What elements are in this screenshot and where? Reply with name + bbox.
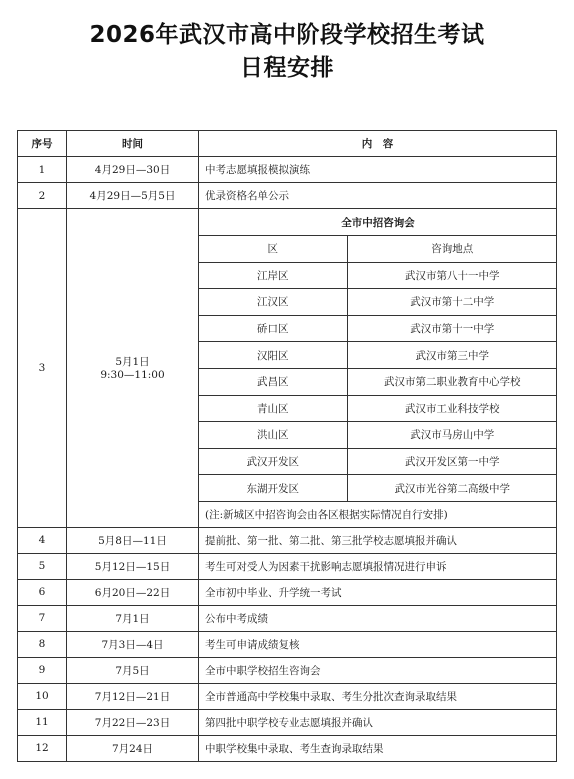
row-content: 优录资格名单公示 xyxy=(199,183,557,209)
row-content: 公布中考成绩 xyxy=(199,605,557,631)
venue-location: 武汉市光谷第二高级中学 xyxy=(347,475,557,502)
venue-row xyxy=(199,475,557,502)
table-row xyxy=(18,527,557,553)
row-time: 4月29日—5月5日 xyxy=(67,183,199,209)
row-time xyxy=(67,209,199,528)
header-time: 时间 xyxy=(67,131,199,157)
row-time: 7月5日 xyxy=(67,657,199,683)
venue-district: 硚口区 xyxy=(199,315,347,342)
consultation-note: (注:新城区中招咨询会由各区根据实际情况自行安排) xyxy=(199,501,557,527)
district-header: 区 xyxy=(199,236,347,263)
venue-district: 武汉开发区 xyxy=(199,448,347,475)
venue-row xyxy=(199,342,557,369)
row-index: 7 xyxy=(18,605,67,631)
schedule-body xyxy=(18,157,557,762)
row-content: 考生可对受人为因素干扰影响志愿填报情况进行申诉 xyxy=(199,553,557,579)
row-index: 12 xyxy=(18,735,67,761)
meeting-title: 全市中招咨询会 xyxy=(199,209,557,236)
row-content: 提前批、第一批、第二批、第三批学校志愿填报并确认 xyxy=(199,527,557,553)
row-content: 全市初中毕业、升学统一考试 xyxy=(199,579,557,605)
table-row xyxy=(18,579,557,605)
venue-row xyxy=(199,448,557,475)
venue-body xyxy=(199,209,557,527)
row-index: 9 xyxy=(18,657,67,683)
row-time: 5月12日—15日 xyxy=(67,553,199,579)
venue-district: 江岸区 xyxy=(199,262,347,289)
row-time: 7月24日 xyxy=(67,735,199,761)
table-row-consultation xyxy=(18,209,557,528)
row-time: 6月20日—22日 xyxy=(67,579,199,605)
row-index: 3 xyxy=(18,209,67,528)
meeting-title-row xyxy=(199,209,557,236)
venue-row xyxy=(199,315,557,342)
venue-row xyxy=(199,395,557,422)
venue-district: 汉阳区 xyxy=(199,342,347,369)
venue-row xyxy=(199,368,557,395)
venue-district: 江汉区 xyxy=(199,289,347,316)
table-header-row xyxy=(18,131,557,157)
note-row xyxy=(199,501,557,527)
venue-location: 武汉市工业科技学校 xyxy=(347,395,557,422)
venue-district: 洪山区 xyxy=(199,422,347,449)
table-row xyxy=(18,735,557,761)
venue-location: 武汉市第八十一中学 xyxy=(347,262,557,289)
venue-district: 武昌区 xyxy=(199,368,347,395)
page-title: 2026年武汉市高中阶段学校招生考试 xyxy=(89,22,485,48)
row-index: 4 xyxy=(18,527,67,553)
header-index: 序号 xyxy=(18,131,67,157)
venue-row xyxy=(199,422,557,449)
venue-row xyxy=(199,262,557,289)
venue-location: 武汉开发区第一中学 xyxy=(347,448,557,475)
consultation-hours: 9:30—11:00 xyxy=(100,369,165,382)
venue-location: 武汉市第三中学 xyxy=(347,342,557,369)
row-time: 7月22日—23日 xyxy=(67,709,199,735)
table-row xyxy=(18,683,557,709)
table-row xyxy=(18,631,557,657)
table-row xyxy=(18,709,557,735)
row-content: 中考志愿填报模拟演练 xyxy=(199,157,557,183)
row-content: 第四批中职学校专业志愿填报并确认 xyxy=(199,709,557,735)
venue-district: 青山区 xyxy=(199,395,347,422)
venue-district: 东湖开发区 xyxy=(199,475,347,502)
row-time: 5月8日—11日 xyxy=(67,527,199,553)
table-row xyxy=(18,605,557,631)
venue-location: 武汉市第十一中学 xyxy=(347,315,557,342)
row-time: 7月3日—4日 xyxy=(67,631,199,657)
row-content: 全市普通高中学校集中录取、考生分批次查询录取结果 xyxy=(199,683,557,709)
venue-header-row xyxy=(199,236,557,263)
page-subtitle: 日程安排 xyxy=(240,55,334,81)
row-index: 11 xyxy=(18,709,67,735)
row-index: 1 xyxy=(18,157,67,183)
row-time: 4月29日—30日 xyxy=(67,157,199,183)
row-content: 考生可申请成绩复核 xyxy=(199,631,557,657)
row-time: 7月1日 xyxy=(67,605,199,631)
row-index: 8 xyxy=(18,631,67,657)
schedule-table xyxy=(17,130,557,762)
venue-location: 武汉市第十二中学 xyxy=(347,289,557,316)
row-content: 全市中职学校招生咨询会 xyxy=(199,657,557,683)
row-index: 2 xyxy=(18,183,67,209)
consultation-date: 5月1日 xyxy=(115,356,150,369)
row-content: 中职学校集中录取、考生查询录取结果 xyxy=(199,735,557,761)
consultation-details xyxy=(199,209,557,528)
header-content: 内 容 xyxy=(199,131,557,157)
row-index: 6 xyxy=(18,579,67,605)
row-index: 10 xyxy=(18,683,67,709)
venue-location: 武汉市马房山中学 xyxy=(347,422,557,449)
location-header: 咨询地点 xyxy=(347,236,557,263)
row-time: 7月12日—21日 xyxy=(67,683,199,709)
table-row xyxy=(18,157,557,183)
table-row xyxy=(18,553,557,579)
table-row xyxy=(18,657,557,683)
table-row xyxy=(18,183,557,209)
consultation-table xyxy=(199,209,557,527)
venue-row xyxy=(199,289,557,316)
venue-location: 武汉市第二职业教育中心学校 xyxy=(347,368,557,395)
row-index: 5 xyxy=(18,553,67,579)
